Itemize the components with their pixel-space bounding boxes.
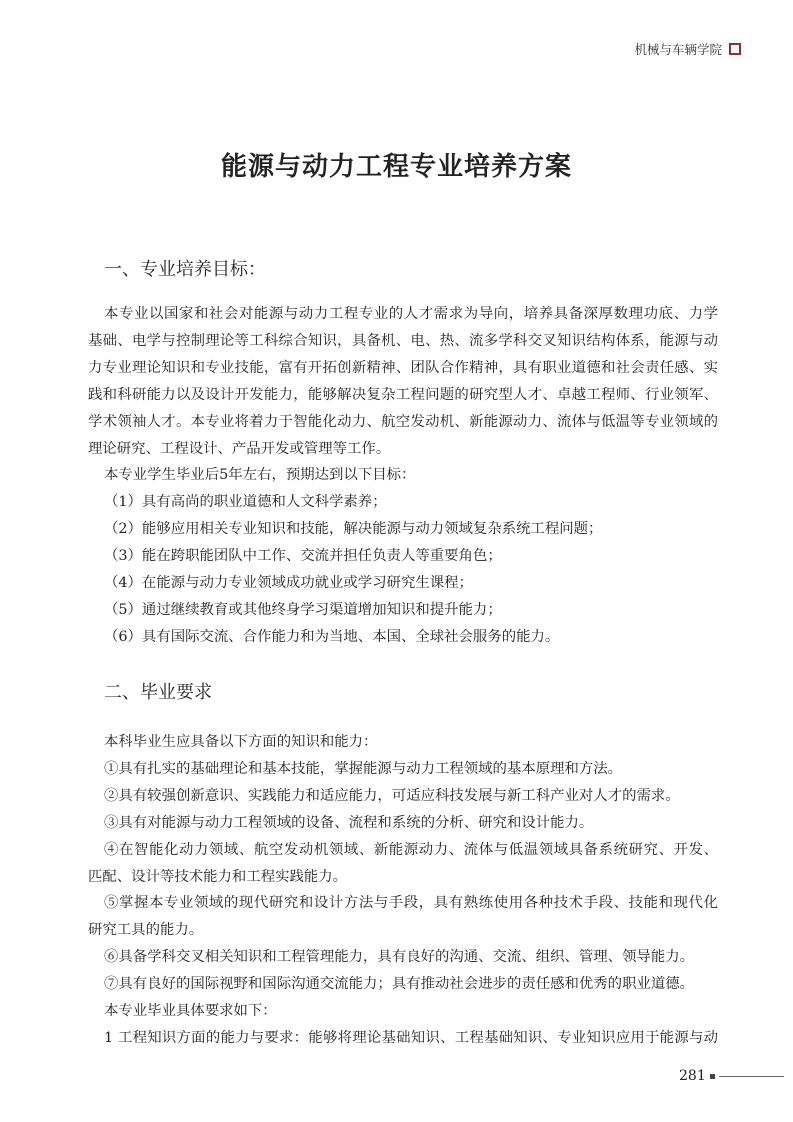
running-header [634, 40, 741, 58]
requirement-line: ④在智能化动力领域、航空发动机领域、新能源动力、流体与低温领域具备系统研究、开发、 [104, 841, 718, 858]
college-name: 机械与车辆学院 [634, 42, 722, 57]
requirement-line: ⑥具备学科交叉相关知识和工程管理能力，具有良好的沟通、交流、组织、管理、领导能力。 [104, 949, 695, 966]
bullet-icon [710, 1074, 715, 1079]
page-title: 能源与动力工程专业培养方案 [220, 152, 572, 182]
paragraph-line: 力专业理论知识和专业技能，富有开拓创新精神、团队合作精神，具有职业道德和社会责任感、实 [88, 359, 718, 376]
requirement-line: ③具有对能源与动力工程领域的设备、流程和系统的分析、研究和设计能力。 [104, 814, 594, 831]
goal-item: （6）具有国际交流、合作能力和为当地、本国、全球社会服务的能力。 [104, 628, 560, 645]
requirement-line: 1 工程知识方面的能力与要求：能够将理论基础知识、工程基础知识、专业知识应用于能源与动 [104, 1029, 718, 1046]
square-marker-icon [729, 43, 741, 55]
footer-rule [719, 1076, 784, 1077]
requirement-line: 研究工具的能力。 [88, 922, 204, 939]
section-heading-goals: 一、专业培养目标： [104, 259, 266, 280]
section-heading-requirements: 二、毕业要求 [104, 682, 212, 703]
page-number: 281 [679, 1068, 706, 1084]
requirement-line: 本科毕业生应具备以下方面的知识和能力： [104, 734, 378, 750]
section-goals-body [88, 301, 718, 651]
requirement-line: 匹配、设计等技术能力和工程实践能力。 [88, 868, 348, 885]
goals-intro: 本专业学生毕业后5年左右，预期达到以下目标： [104, 467, 416, 484]
paragraph-line: 学术领袖人才。本专业将着力于智能化动力、航空发动机、新能源动力、流体与低温等专业领域的 [88, 413, 718, 430]
requirement-line: ⑦具有良好的国际视野和国际沟通交流能力；具有推动社会进步的责任感和优秀的职业道德。 [104, 976, 695, 993]
goal-item: （5）通过继续教育或其他终身学习渠道增加知识和提升能力； [104, 601, 502, 618]
goal-item: （2）能够应用相关专业知识和技能，解决能源与动力领域复杂系统工程问题； [104, 521, 603, 538]
section-requirements-body [88, 729, 718, 1052]
paragraph-line: 本专业以国家和社会对能源与动力工程专业的人才需求为导向，培养具备深厚数理功底、力学 [104, 306, 718, 322]
goal-item: （1）具有高尚的职业道德和人文科学素养； [104, 494, 387, 511]
paragraph-line: 基础、电学与控制理论等工科综合知识，具备机、电、热、流多学科交叉知识结构体系，能源与动 [88, 332, 718, 349]
goal-item: （3）能在跨职能团队中工作、交流并担任负责人等重要角色； [104, 548, 502, 565]
requirement-line: ②具有较强创新意识、实践能力和适应能力，可适应科技发展与新工科产业对人才的需求。 [104, 787, 680, 804]
goal-item: （4）在能源与动力专业领域成功就业或学习研究生课程； [104, 575, 473, 592]
requirement-line: 本专业毕业具体要求如下： [104, 1003, 277, 1020]
page-footer [679, 1068, 784, 1084]
paragraph-line: 理论研究、工程设计、产品开发或管理等工作。 [88, 440, 391, 457]
paragraph-line: 践和科研能力以及设计开发能力，能够解决复杂工程问题的研究型人才、卓越工程师、行业领军、 [88, 386, 718, 403]
requirement-line: ①具有扎实的基础理论和基本技能，掌握能源与动力工程领域的基本原理和方法。 [104, 760, 623, 777]
requirement-line: ⑤掌握本专业领域的现代研究和设计方法与手段，具有熟练使用各种技术手段、技能和现代化 [104, 895, 718, 912]
